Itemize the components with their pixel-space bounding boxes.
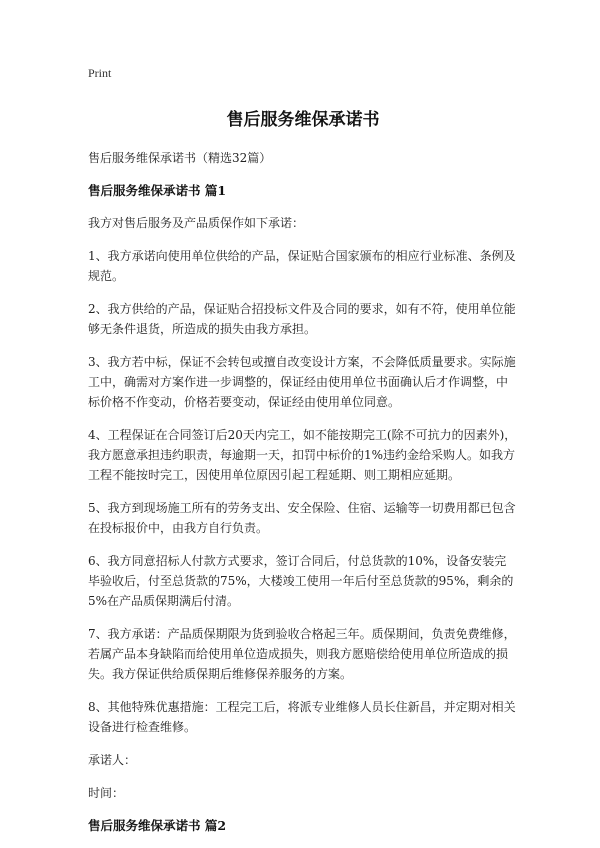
commitment-item: 1、我方承诺向使用单位供给的产品，保证贴合国家颁布的相应行业标准、条例及规范。	[88, 249, 516, 283]
commitment-item: 7、我方承诺：产品质保期限为货到验收合格起三年。质保期间，负责免费维修，若属产品本身缺陷而给使用单位造成损失，则我方愿赔偿给使用单位所造成的损失。我方保证供给质保期后维修保养服务的方案。	[88, 627, 516, 681]
commitment-item: 2、我方供给的产品，保证贴合招投标文件及合同的要求，如有不符，使用单位能够无条件退货，所造成的损失由我方承担。	[88, 302, 516, 336]
commitment-item: 4、工程保证在合同签订后20天内完工，如不能按期完工(除不可抗力的因素外)，我方愿意承担违约职责，每逾期一天，扣罚中标价的1%违约金给采购人。如我方工程不能按时完工，因使用单位原因引起工程延期、则工期相应延期。	[88, 428, 517, 482]
print-link[interactable]: Print	[88, 66, 112, 80]
document-page	[88, 62, 518, 848]
signer-label: 承诺人：	[88, 753, 137, 767]
document-subtitle: 售后服务维保承诺书（精选32篇）	[88, 151, 272, 165]
commitment-item: 8、其他特殊优惠措施：工程完工后，将派专业维修人员长住新昌，并定期对相关设备进行检查维修。	[88, 700, 516, 734]
commitment-item: 5、我方到现场施工所有的劳务支出、安全保险、住宿、运输等一切费用都已包含在投标报价中，由我方自行负责。	[88, 501, 516, 535]
section-heading-2: 售后服务维保承诺书 篇2	[88, 818, 227, 833]
commitment-item: 3、我方若中标，保证不会转包或擅自改变设计方案，不会降低质量要求。实际施工中，确需对方案作进一步调整的，保证经由使用单位书面确认后才作调整，中标价格不作变动，价格若要变动，保证经由使用单位同意。	[88, 355, 516, 409]
document-title: 售后服务维保承诺书	[226, 110, 380, 130]
time-label: 时间：	[88, 786, 125, 800]
section-heading-1: 售后服务维保承诺书 篇1	[88, 183, 227, 198]
section-intro: 我方对售后服务及产品质保作如下承诺：	[88, 216, 305, 230]
commitment-item: 6、我方同意招标人付款方式要求，签订合同后，付总货款的10%，设备安装完毕验收后，付至总货款的75%，大楼竣工使用一年后付至总货款的95%，剩余的5%在产品质保期满后付清。	[88, 554, 514, 608]
